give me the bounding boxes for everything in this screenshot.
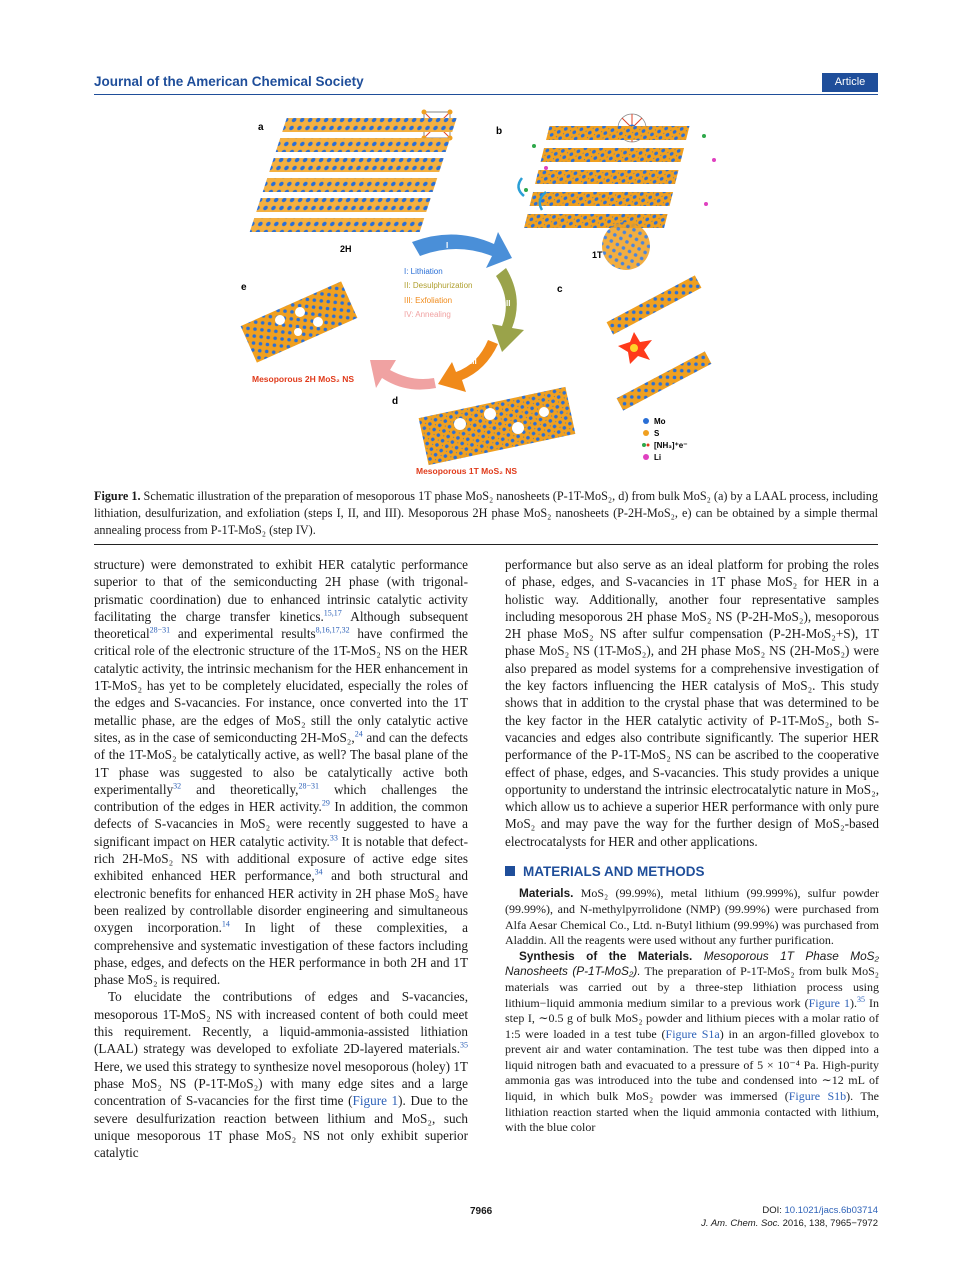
process-cycle-diagram: [370, 232, 524, 392]
figure-link[interactable]: Figure S1b: [788, 1089, 847, 1104]
paragraph: [505, 949, 879, 1136]
text-run: ). Due to the severe desulfurization reaction between lithium and MoS₂, such unique mesoporous 1T phase MoS₂ NS not only exhibit superior catalytic: [94, 1093, 468, 1161]
label-mesoporous-1t: Mesoporous 1T MoS₂ NS: [416, 466, 518, 476]
text-run: and both structural and electronic benefits for enhanced HER activity in 2H phase MoS₂ have been realized by controllable disorder engineering and simultaneous oxygen incorporation.: [94, 868, 468, 936]
legend-s: S: [654, 429, 660, 438]
figure-link[interactable]: Figure 1: [808, 995, 850, 1010]
step-label-iii: III: [470, 357, 477, 366]
paragraph: [94, 556, 468, 988]
section-heading: [505, 863, 879, 880]
text-run: structure) were demonstrated to exhibit HER catalytic performance superior to that of the semiconducting 2H phase (with trigonal-prismatic coordination) due to enhanced intrinsic catalytic activity facilitating the charge transfer kinetics.: [94, 557, 468, 624]
running-header: [94, 72, 878, 95]
subheading: Mesoporous 1T Phase MoS₂ Nanosheets (P-1T-MoS₂).: [505, 948, 879, 979]
section-title: MATERIALS AND METHODS: [523, 864, 705, 880]
run-in-heading: Materials.: [519, 886, 574, 901]
reference[interactable]: 14: [221, 919, 230, 929]
text-run: and can the defects of the 1T-MoS₂ be catalytically active, as well? The basal plane of the 1T phase was suggested to also be catalytically active both experimentally: [94, 729, 468, 797]
reference[interactable]: 35: [856, 994, 865, 1004]
reference[interactable]: 34: [314, 867, 323, 877]
left-column: [94, 556, 468, 1161]
label-1t: 1T: [592, 250, 603, 260]
text-run: The preparation of P-1T-MoS₂ from bulk MoS₂ materials was carried out by a three-step lithiation process using lithium−liquid ammonia medium similar to a previous work (: [505, 964, 879, 1010]
panel-label-d: d: [392, 396, 399, 407]
text-run: It is notable that defect-rich 2H-MoS₂ NS with additional exposure of active edge sites exhibited enhanced HER performance,: [94, 833, 468, 884]
caption-text: Schematic illustration of the preparation of mesoporous 1T phase MoS₂ nanosheets (P-1T-MoS₂, d) from bulk MoS₂ (a) by a LAAL process, including lithiation, desulfurization, and exfoliation (steps I, II, and III). Mesoporous 2H phase MoS₂ nanosheets (P-2H-MoS₂, e) can be obtained by a simple thermal annealing process from P-1T-MoS₂ (step IV).: [94, 489, 878, 537]
journal-title[interactable]: Journal of the American Chemical Society: [94, 74, 364, 89]
caption-divider: [94, 544, 878, 545]
label-2h: 2H: [340, 244, 352, 254]
reference[interactable]: 32: [173, 781, 182, 791]
mesoporous-2h-sheet-illustration: [241, 281, 358, 362]
reference[interactable]: 28−31: [298, 781, 319, 791]
paragraph: [94, 988, 468, 1161]
article-badge: Article: [822, 73, 878, 92]
text-run: and experimental results: [170, 626, 316, 642]
reference[interactable]: 28−31: [149, 625, 171, 635]
panel-label-b: b: [496, 126, 503, 137]
text-run: Here, we used this strategy to synthesize novel mesoporous (holey) 1T phase MoS₂ NS (P-1T-MoS₂) with many edge sites and a large concentration of S-vacancies for the first time (: [94, 1058, 468, 1109]
text-run: ) in an argon-filled glovebox to prevent air and water contamination. The test tube was then dipped into a liquid nitrogen bath and evacuated to a pressure of 5 × 10⁻⁴ Pa. High-purity ammonia gas was introduced into the tube and condensed into ∼12 mL of liquid, in which bulk MoS₂ powder was immersed (: [505, 1026, 879, 1104]
doi-link[interactable]: 10.1021/jacs.6b03714: [784, 1205, 878, 1216]
figure-1: [94, 108, 878, 488]
text-run: Although subsequent theoretical: [94, 608, 468, 642]
paragraph: performance but also serve as an ideal platform for probing the roles of phase, edges, and S-vacancies in 1T phase MoS₂ for HER in a holistic way. Additionally, another four representative samples including mesoporous 2H phase MoS₂ NS (P-2H-MoS₂), mesoporous 2H phase MoS₂ NS after sulfur compensation (P-2H-MoS₂+S), 1T phase MoS₂ NS (1T-MoS₂), and 2H phase MoS₂ NS (2H-MoS₂) were also prepared as model systems for a comprehensive investigation of the key factors influencing the HER catalysis of MoS₂. This study shows that in addition to the crystal phase that was determined to be the key factor in the HER catalytic activity of P-1T-MoS₂, both S-vacancies and edges also contribute significantly. The superior HER performance of the P-1T-MoS₂ NS can be ascribed to the cooperative effect of phase, edges, and S-vacancies. This study provides a unique opportunity to understand the intrinsic electrocatalytic nature in MoS₂, which allow us to achieve a superior HER performance with only pure MoS₂ and may pave the way for the further design of MoS₂-based electrocatalysts for HER and other applications.: [505, 557, 879, 849]
step-list-exfoliation: III: Exfoliation: [404, 296, 453, 305]
step-list-lithiation: I: Lithiation: [404, 267, 443, 276]
bulk-2h-mos2-illustration: [250, 118, 457, 232]
paragraph: [505, 886, 879, 948]
step-list-desulphurization: II: Desulphurization: [404, 281, 473, 290]
legend-mo: Mo: [654, 417, 666, 426]
exfoliation-illustration: [607, 275, 712, 410]
legend-nh3: [NH₃]⁺e⁻: [654, 441, 688, 450]
caption-label: Figure 1.: [94, 489, 141, 503]
text-run: In addition, the common defects of S-vacancies in MoS₂ were recently suggested to have a significant impact on HER catalytic activity.: [94, 799, 468, 849]
text-run: In light of these complexities, a comprehensive and systematic investigation of these factors including phase, edges, and defects on the HER performance in both 2H and 1T phase MoS₂ is required.: [94, 920, 468, 988]
reference[interactable]: 8,16,17,32: [315, 625, 350, 635]
reference[interactable]: 15,17: [323, 608, 342, 618]
panel-label-a: a: [258, 122, 264, 133]
step-label-iv: IV: [414, 367, 422, 376]
text-run: MoS₂ (99.99%), metal lithium (99.999%), sulfur powder (99.99%), and N-methylpyrrolidone (NMP) (99.99%) were purchased from Alfa Aesar Chemical Co., Ltd. n-Butyl lithium (99.99%) was purchased from Aladdin. All the reagents were used without any further purification.: [505, 886, 879, 948]
reference[interactable]: 33: [329, 833, 338, 843]
section-square-icon: [505, 866, 515, 876]
figure-link[interactable]: Figure S1a: [665, 1026, 720, 1041]
text-run: have confirmed the critical role of the electronic structure of the 1T-MoS₂ NS on the HER catalytic activity, the intrinsic mechanism for the HER enhancement in 1T-MoS₂ has yet to be completely elucidated, especially the roles of the edges and S-vacancies. For instance, once converted into the 1T metallic phase, are the edges of MoS₂ still the only catalytic active sites, as in the case of semiconducting 2H-MoS₂,: [94, 626, 468, 745]
panel-label-e: e: [241, 282, 247, 293]
mesoporous-1t-sheet-illustration: [419, 387, 576, 465]
figure-caption: [94, 488, 878, 539]
step-label-i: I: [446, 241, 449, 250]
figure-legend: [642, 417, 687, 462]
text-run: ). The lithiation reaction started when the liquid ammonia contacted with lithium, with the blue color: [505, 1089, 879, 1135]
step-label-ii: II: [506, 299, 511, 308]
panel-label-c: c: [557, 284, 563, 295]
doi-label: DOI:: [762, 1205, 785, 1216]
reference[interactable]: 35: [460, 1040, 468, 1050]
text-run: To elucidate the contributions of edges and S-vacancies, mesoporous 1T-MoS₂ NS with increased content of both could meet this requirement. Recently, a liquid-ammonia-assisted lithiation (LAAL) strategy was developed to exfoliate 2D-layered materials.: [94, 989, 468, 1057]
text-run: ).: [849, 995, 857, 1010]
text-run: and theoretically,: [181, 781, 299, 797]
page-number: 7966: [470, 1206, 493, 1217]
journal-abbrev: J. Am. Chem. Soc.: [701, 1218, 780, 1229]
label-mesoporous-2h: Mesoporous 2H MoS₂ NS: [252, 374, 355, 384]
citation-details: 2016, 138, 7965−7972: [780, 1218, 878, 1229]
intercalated-1t-mos2-illustration: [518, 126, 716, 270]
run-in-heading: Synthesis of the Materials.: [519, 948, 693, 963]
legend-li: Li: [654, 453, 662, 462]
right-column: [505, 556, 879, 1136]
reference[interactable]: 29: [321, 798, 330, 808]
footer-citation: [701, 1204, 878, 1230]
figure-link[interactable]: Figure 1: [352, 1093, 399, 1109]
step-list-annealing: IV: Annealing: [404, 310, 451, 319]
reference[interactable]: 24: [354, 729, 363, 739]
text-run: In step I, ∼0.5 g of bulk MoS₂ powder and lithium pieces with a molar ratio of 1:5 were loaded in a test tube (: [505, 995, 879, 1041]
text-run: which challenges the contribution of the edges in HER activity.: [94, 781, 468, 815]
